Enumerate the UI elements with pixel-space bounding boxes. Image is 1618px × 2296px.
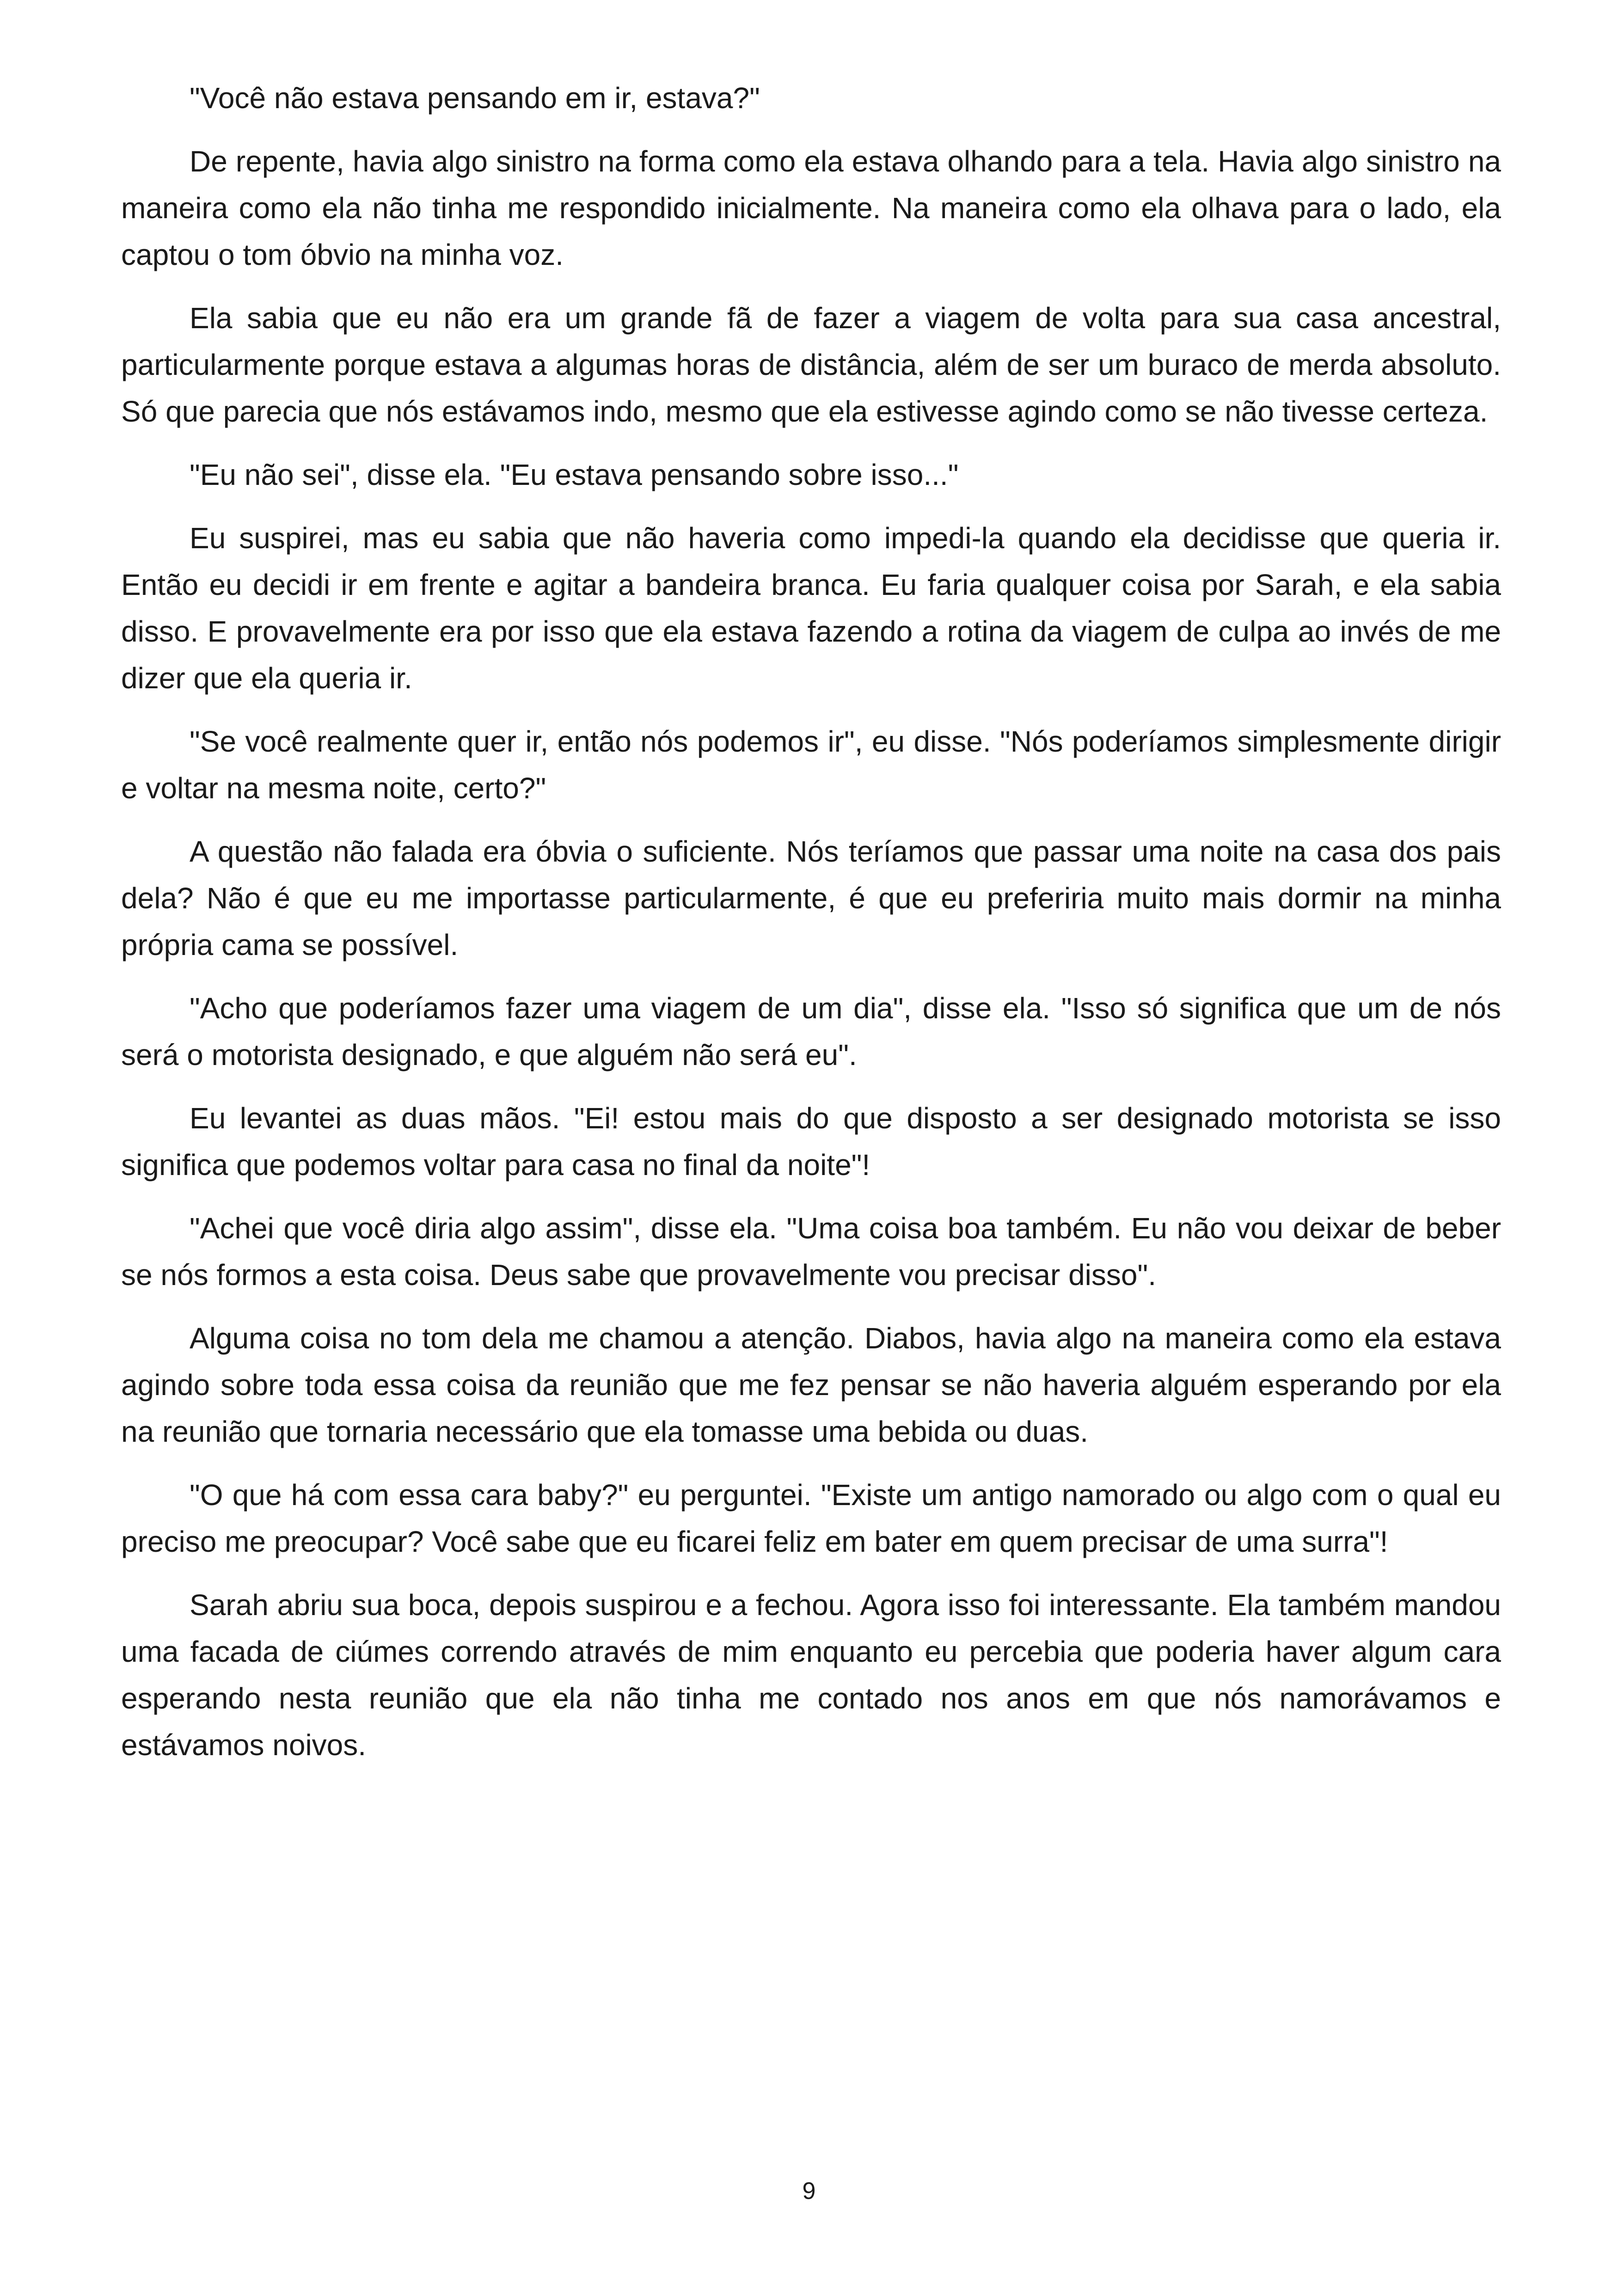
paragraph: "Você não estava pensando em ir, estava?" [190,81,760,115]
paragraph: Alguma coisa no tom dela me chamou a atenção. Diabos, havia algo na maneira como ela estava agindo sobre toda essa coisa da reunião que me fez pensar se não haveria alguém esperando por ela na reunião que tornaria necessário que ela tomasse uma bebida ou duas. [121,1322,1501,1448]
body-text [121,75,1501,1785]
paragraph: Eu levantei as duas mãos. "Ei! estou mais do que disposto a ser designado motorista se isso significa que podemos voltar para casa no final da noite"! [121,1102,1501,1182]
paragraph: Sarah abriu sua boca, depois suspirou e a fechou. Agora isso foi interessante. Ela também mandou uma facada de ciúmes correndo através de mim enquanto eu percebia que poderia haver algum cara esperando nesta reunião que ela não tinha me contado nos anos em que nós namorávamos e estávamos noivos. [121,1588,1501,1762]
page-number: 9 [802,2178,816,2204]
paragraph: A questão não falada era óbvia o suficiente. Nós teríamos que passar uma noite na casa dos pais dela? Não é que eu me importasse particularmente, é que eu preferiria muito mais dormir na minha própria cama se possível. [121,835,1501,961]
paragraph: "Se você realmente quer ir, então nós podemos ir", eu disse. "Nós poderíamos simplesmente dirigir e voltar na mesma noite, certo?" [121,725,1501,805]
paragraph: "Acho que poderíamos fazer uma viagem de um dia", disse ela. "Isso só significa que um de nós será o motorista designado, e que alguém não será eu". [121,992,1501,1071]
paragraph: Eu suspirei, mas eu sabia que não haveria como impedi-la quando ela decidisse que queria ir. Então eu decidi ir em frente e agitar a bandeira branca. Eu faria qualquer coisa por Sarah, e ela sabia disso. E provavelmente era por isso que ela estava fazendo a rotina da viagem de culpa ao invés de me dizer que ela queria ir. [121,521,1501,695]
paragraph: "Achei que você diria algo assim", disse ela. "Uma coisa boa também. Eu não vou deixar de beber se nós formos a esta coisa. Deus sabe que provavelmente vou precisar disso". [121,1212,1501,1292]
paragraph: De repente, havia algo sinistro na forma como ela estava olhando para a tela. Havia algo sinistro na maneira como ela não tinha me respondido inicialmente. Na maneira como ela olhava para o lado, ela captou o tom óbvio na minha voz. [121,145,1501,271]
paragraph: "Eu não sei", disse ela. "Eu estava pensando sobre isso..." [190,458,959,491]
paragraph: Ela sabia que eu não era um grande fã de fazer a viagem de volta para sua casa ancestral, particularmente porque estava a algumas horas de distância, além de ser um buraco de merda absoluto. Só que parecia que nós estávamos indo, mesmo que ela estivesse agindo como se não tivesse certeza. [121,301,1501,428]
paragraph: "O que há com essa cara baby?" eu perguntei. "Existe um antigo namorado ou algo com o qual eu preciso me preocupar? Você sabe que eu ficarei feliz em bater em quem precisar de uma surra"! [121,1478,1501,1558]
